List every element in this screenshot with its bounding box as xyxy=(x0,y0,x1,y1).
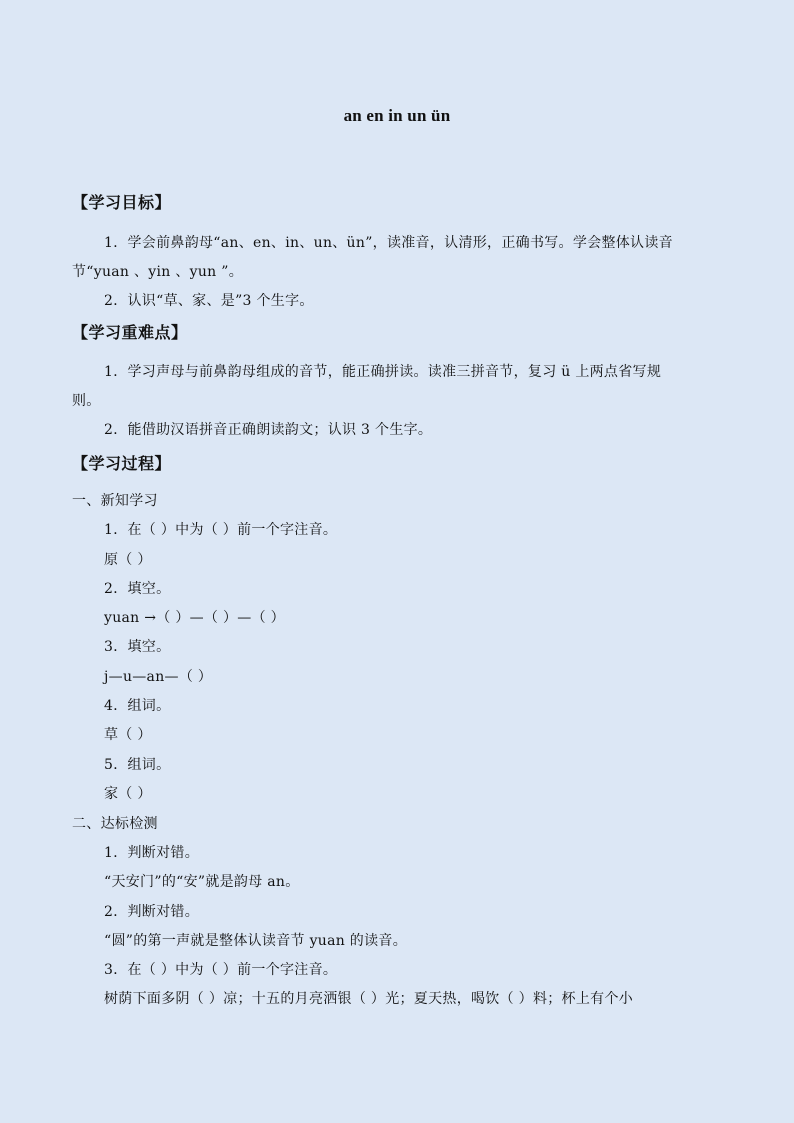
key-point-item-2: 2．能借助汉语拼音正确朗读韵文；认识 3 个生字。 xyxy=(104,422,433,438)
test-1-statement: “天安门”的“安”就是韵母 an。 xyxy=(104,874,300,890)
question-2: 2．填空。 xyxy=(104,581,171,597)
question-4: 4．组词。 xyxy=(104,698,171,714)
question-1: 1．在（ ）中为（ ）前一个字注音。 xyxy=(104,522,338,538)
question-3: 3．填空。 xyxy=(104,639,171,655)
goal-item-1-line-2: 节“yuan 、yin 、yun ”。 xyxy=(72,264,243,280)
goal-item-2: 2．认识“草、家、是”3 个生字。 xyxy=(104,293,314,309)
key-point-item-1-line-2: 则。 xyxy=(72,393,101,409)
question-1-answer: 原（ ） xyxy=(104,552,152,568)
part-1-title: 一、新知学习 xyxy=(72,493,158,509)
question-5: 5．组词。 xyxy=(104,757,171,773)
test-3: 3．在（ ）中为（ ）前一个字注音。 xyxy=(104,962,338,978)
page-title: an en in un ün xyxy=(343,106,451,125)
goal-item-1-line-1: 1．学会前鼻韵母“an、en、in、un、ün”，读准音，认清形，正确书写。学会整体认读音 xyxy=(104,235,673,251)
test-1: 1．判断对错。 xyxy=(104,845,200,861)
question-2-answer: yuan →（ ）—（ ）—（ ） xyxy=(104,610,285,626)
question-3-answer: j—u—an—（ ） xyxy=(104,669,213,685)
test-2: 2．判断对错。 xyxy=(104,904,200,920)
heading-key-points: 【学习重难点】 xyxy=(72,323,188,342)
heading-learning-goals: 【学习目标】 xyxy=(72,193,172,212)
question-4-answer: 草（ ） xyxy=(104,727,152,743)
test-3-sentence: 树荫下面多阴（ ）凉；十五的月亮洒银（ ）光；夏天热，喝饮（ ）料；杯上有个小 xyxy=(104,991,634,1007)
test-2-statement: “圆”的第一声就是整体认读音节 yuan 的读音。 xyxy=(104,933,408,949)
key-point-item-1-line-1: 1．学习声母与前鼻韵母组成的音节，能正确拼读。读准三拼音节，复习 ü 上两点省写规 xyxy=(104,364,662,380)
part-2-title: 二、达标检测 xyxy=(72,816,158,832)
question-5-answer: 家（ ） xyxy=(104,786,152,802)
heading-learning-process: 【学习过程】 xyxy=(72,454,172,473)
